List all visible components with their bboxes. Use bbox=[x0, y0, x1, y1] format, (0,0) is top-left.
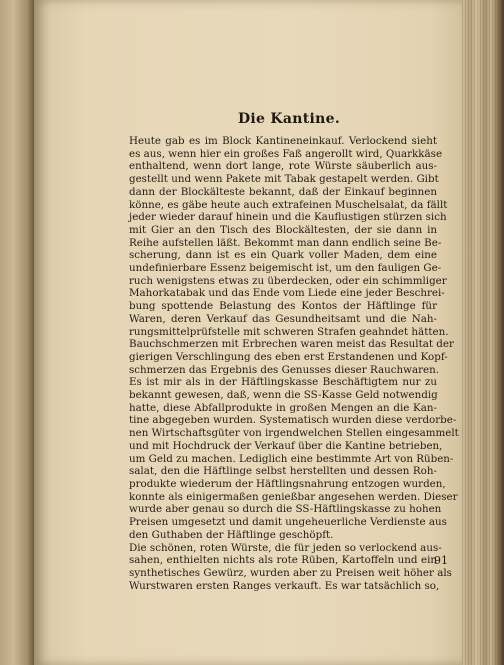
text-line: produkte wiederum der Häftlingsnahrung entzogen wurden, bbox=[129, 477, 446, 490]
chapter-title: Die Kantine. bbox=[237, 111, 340, 127]
text-line: wurde aber genau so durch die SS-Häftlingskasse zu hohen bbox=[129, 503, 442, 516]
text-line: tine abgegeben wurden. Systematisch wurden diese verdorbe- bbox=[129, 414, 457, 427]
text-line: schmerzen das Ergebnis des Genusses dieser Rauchwaren. bbox=[129, 363, 439, 376]
book-page bbox=[34, 0, 462, 665]
text-line: und mit Hochdruck der Verkauf über die Kantine betrieben, bbox=[129, 439, 443, 452]
text-line: salat, den die Häftlinge selbst herstellten und dessen Roh- bbox=[129, 465, 437, 478]
text-line: konnte als einigermaßen genießbar angesehen werden. Dieser bbox=[129, 490, 458, 503]
text-line: könne, es gäbe heute auch extrafeinen Muschelsalat, da fällt bbox=[129, 198, 448, 211]
text-line: jeder wieder darauf hinein und die Kauflustigen stürzen sich bbox=[129, 211, 447, 224]
text-line: Waren, deren Verkauf das Gesundheitsamt und die Nah- bbox=[129, 312, 437, 325]
page-number: 91 bbox=[434, 554, 448, 567]
text-line: bekannt gewesen, daß, wenn die SS-Kasse Geld notwendig bbox=[129, 389, 438, 402]
text-line: bung spottende Belastung des Kontos der Häftlinge für bbox=[129, 300, 437, 313]
text-line: Preisen umgesetzt und damit ungeheuerliche Verdienste aus bbox=[129, 516, 447, 529]
text-line: gierigen Verschlingung des eben erst Erstandenen und Kopf- bbox=[129, 350, 448, 363]
text-line: gestellt und wenn Pakete mit Tabak gestapelt werden. Gibt bbox=[129, 173, 439, 186]
text-line: Heute gab es im Block Kantineneinkauf. Verlockend sieht bbox=[129, 135, 437, 147]
text-line: Bauchschmerzen mit Erbrechen waren meist das Resultat der bbox=[129, 338, 454, 351]
text-line: nen Wirtschaftsgüter von irgendwelchen Stellen eingesammelt bbox=[129, 427, 459, 440]
text-line: undefinierbare Essenz beigemischt ist, um den fauligen Ge- bbox=[129, 262, 442, 275]
text-line: rungsmittelprüfstelle mit schweren Strafen geahndet hätten. bbox=[129, 325, 449, 338]
text-line: hatte, diese Abfallprodukte in großen Mengen an die Kan- bbox=[129, 401, 437, 414]
facing-page-edge bbox=[0, 0, 34, 665]
text-line: dann der Blockälteste bekannt, daß der Einkauf beginnen bbox=[129, 185, 437, 198]
text-line: synthetisches Gewürz, wurden aber zu Preisen weit höher als bbox=[129, 566, 452, 579]
text-line: um Geld zu machen. Lediglich eine bestimmte Art von Rüben- bbox=[129, 452, 454, 465]
text-line: enthaltend, wenn dort lange, rote Würste säuberlich aus- bbox=[129, 160, 437, 173]
text-line: scherung, dann ist es ein Quark voller Maden, dem eine bbox=[129, 249, 437, 262]
text-line: Es ist mir als in der Häftlingskasse Beschäftigtem nur zu bbox=[129, 376, 437, 389]
paragraph bbox=[117, 376, 459, 541]
text-line: mit Gier an den Tisch des Blockältesten, der sie dann in bbox=[129, 223, 437, 236]
text-line: ruch wenigstens etwas zu überdecken, oder ein schimmliger bbox=[129, 274, 447, 287]
text-line: Die schönen, roten Würste, die für jeden so verlockend aus- bbox=[129, 541, 442, 554]
text-line: Wurstwaren ersten Ranges verkauft. Es war tatsächlich so, bbox=[129, 579, 440, 592]
paragraph bbox=[117, 135, 454, 376]
text-line: Mahorkatabak und das Ende vom Liede eine jeder Beschrei- bbox=[129, 287, 445, 300]
page-stack-edge bbox=[462, 0, 504, 665]
text-line: Reihe aufstellen läßt. Bekommt man dann endlich seine Be- bbox=[129, 236, 442, 249]
text-line: den Guthaben der Häftlinge geschöpft. bbox=[129, 528, 334, 541]
text-line: sahen, enthielten nichts als rote Rüben, Kartoffeln und ein bbox=[129, 554, 437, 567]
text-line: es aus, wenn hier ein großes Faß angerollt wird, Quarkkäse bbox=[129, 147, 443, 160]
